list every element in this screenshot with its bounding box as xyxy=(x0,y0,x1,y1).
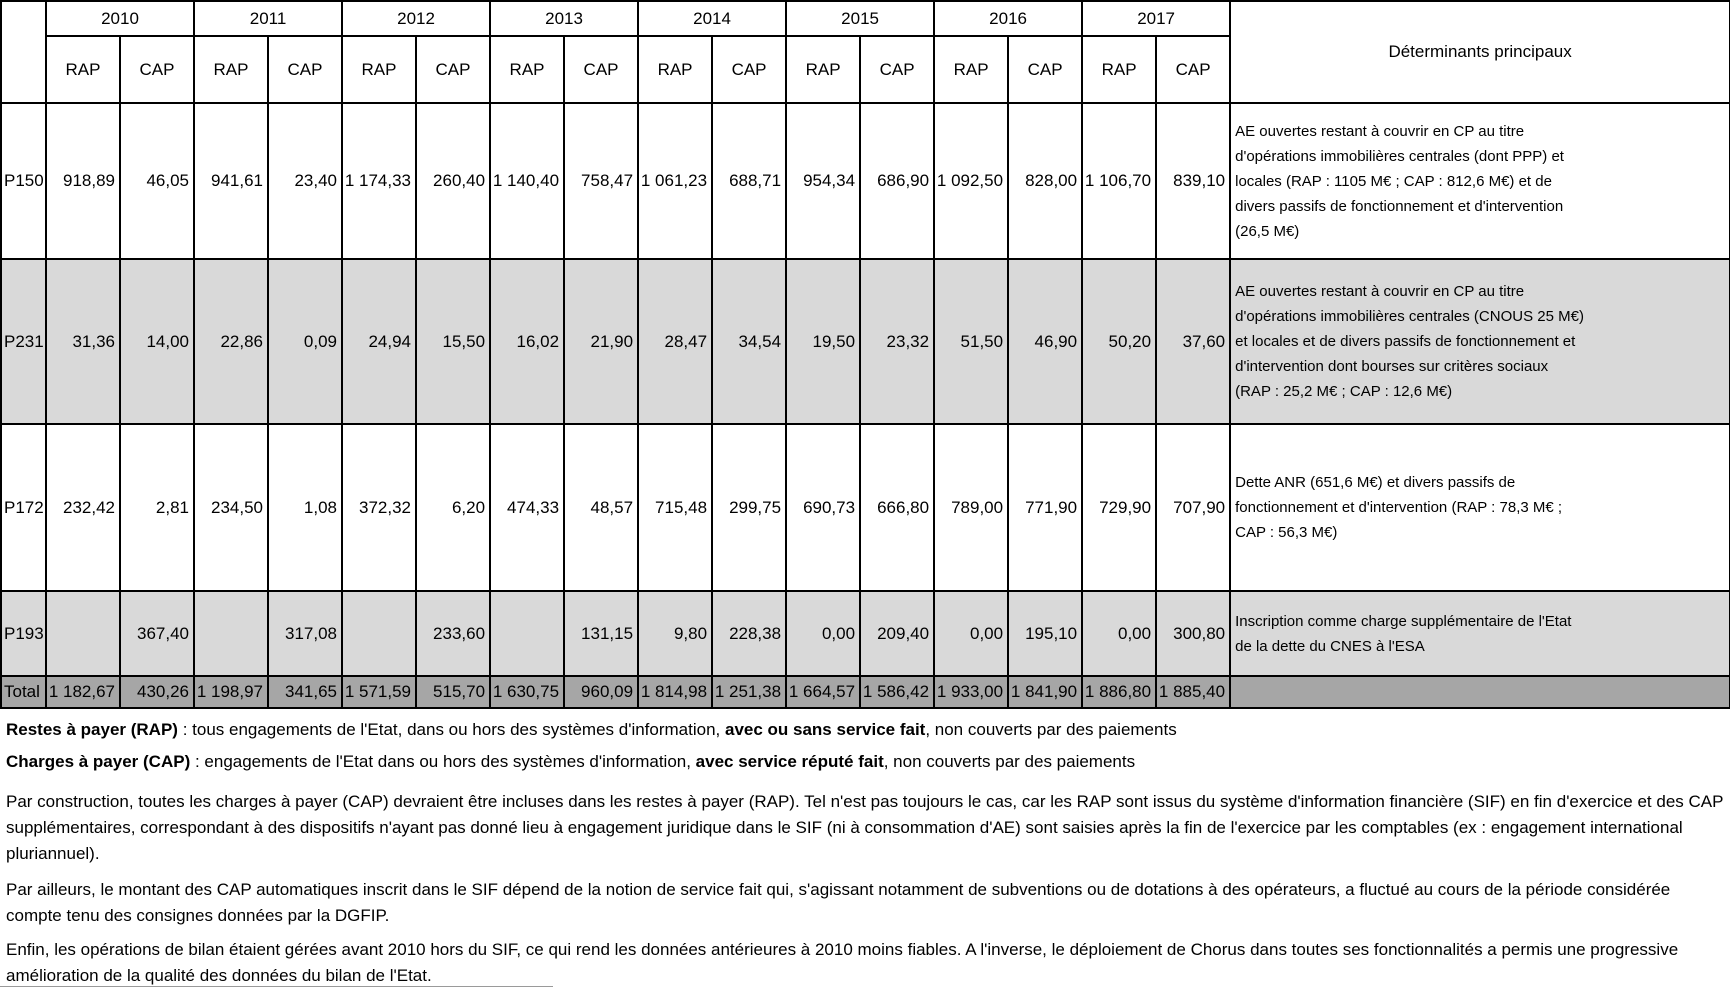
year-header: 2011 xyxy=(194,1,342,36)
subheader-cap: CAP xyxy=(268,36,342,103)
note-paragraph xyxy=(6,877,1724,929)
value-cell: 686,90 xyxy=(860,103,934,259)
determinants-cell xyxy=(1230,591,1730,676)
value-cell: 430,26 xyxy=(120,676,194,708)
value-cell: 131,15 xyxy=(564,591,638,676)
value-cell: 46,90 xyxy=(1008,259,1082,424)
note-segment: Restes à payer (RAP) xyxy=(6,720,178,739)
subheader-cap: CAP xyxy=(416,36,490,103)
value-cell: 48,57 xyxy=(564,424,638,591)
subheader-rap: RAP xyxy=(46,36,120,103)
note-segment: Charges à payer (CAP) xyxy=(6,752,191,771)
value-cell: 1 814,98 xyxy=(638,676,712,708)
value-cell: 15,50 xyxy=(416,259,490,424)
value-cell: 23,40 xyxy=(268,103,342,259)
note-segment: : engagements de l'Etat dans ou hors des systèmes d'information, xyxy=(190,752,696,771)
value-cell: 1 933,00 xyxy=(934,676,1008,708)
value-cell: 21,90 xyxy=(564,259,638,424)
value-cell: 31,36 xyxy=(46,259,120,424)
subheader-cap: CAP xyxy=(1156,36,1230,103)
header-row-years xyxy=(1,1,1730,36)
value-cell: 299,75 xyxy=(712,424,786,591)
value-cell: 707,90 xyxy=(1156,424,1230,591)
subheader-cap: CAP xyxy=(712,36,786,103)
value-cell: 0,00 xyxy=(1082,591,1156,676)
subheader-rap: RAP xyxy=(194,36,268,103)
subheader-cap: CAP xyxy=(860,36,934,103)
value-cell: 24,94 xyxy=(342,259,416,424)
value-cell: 51,50 xyxy=(934,259,1008,424)
value-cell: 6,20 xyxy=(416,424,490,591)
value-cell: 317,08 xyxy=(268,591,342,676)
total-row xyxy=(1,676,1730,708)
value-cell: 367,40 xyxy=(120,591,194,676)
determinants-cell xyxy=(1230,424,1730,591)
value-cell: 14,00 xyxy=(120,259,194,424)
value-cell: 37,60 xyxy=(1156,259,1230,424)
value-cell: 688,71 xyxy=(712,103,786,259)
year-header: 2016 xyxy=(934,1,1082,36)
note-segment: , non couverts par des paiements xyxy=(883,752,1136,771)
value-cell: 341,65 xyxy=(268,676,342,708)
row-label: P193 xyxy=(1,591,46,676)
value-cell: 789,00 xyxy=(934,424,1008,591)
value-cell: 666,80 xyxy=(860,424,934,591)
value-cell: 1 664,57 xyxy=(786,676,860,708)
subheader-rap: RAP xyxy=(490,36,564,103)
value-cell: 23,32 xyxy=(860,259,934,424)
value-cell: 46,05 xyxy=(120,103,194,259)
value-cell: 19,50 xyxy=(786,259,860,424)
value-cell xyxy=(490,591,564,676)
value-cell: 715,48 xyxy=(638,424,712,591)
partial-gridline xyxy=(0,986,553,987)
table-row-p172 xyxy=(1,424,1730,591)
subheader-cap: CAP xyxy=(1008,36,1082,103)
subheader-rap: RAP xyxy=(638,36,712,103)
value-cell: 228,38 xyxy=(712,591,786,676)
value-cell: 474,33 xyxy=(490,424,564,591)
value-cell: 1 841,90 xyxy=(1008,676,1082,708)
determinants-text: Dette ANR (651,6 M€) et divers passifs de fonctionnement et d'intervention (RAP : 78,3 M€ ; CAP : 56,3 M€) xyxy=(1235,474,1563,541)
value-cell: 1 630,75 xyxy=(490,676,564,708)
determinants-header: Déterminants principaux xyxy=(1230,1,1730,103)
year-header: 2010 xyxy=(46,1,194,36)
table-row-p150 xyxy=(1,103,1730,259)
value-cell: 1 174,33 xyxy=(342,103,416,259)
note-paragraph xyxy=(6,749,1724,775)
value-cell: 50,20 xyxy=(1082,259,1156,424)
row-label: P231 xyxy=(1,259,46,424)
note-segment: : tous engagements de l'Etat, dans ou hors des systèmes d'information, xyxy=(177,720,725,739)
value-cell: 1 198,97 xyxy=(194,676,268,708)
value-cell: 771,90 xyxy=(1008,424,1082,591)
year-header: 2012 xyxy=(342,1,490,36)
corner-cell xyxy=(1,1,46,103)
value-cell: 0,00 xyxy=(786,591,860,676)
value-cell: 233,60 xyxy=(416,591,490,676)
value-cell: 1 886,80 xyxy=(1082,676,1156,708)
value-cell: 729,90 xyxy=(1082,424,1156,591)
subheader-rap: RAP xyxy=(934,36,1008,103)
value-cell: 22,86 xyxy=(194,259,268,424)
note-segment: Par ailleurs, le montant des CAP automatiques inscrit dans le SIF dépend de la notion de service fait qui, s'agissant notamment de subventions ou de dotations à des opérateurs, a fluctué au cours de la période considérée compte tenu des consignes données par la DGFIP. xyxy=(6,880,1671,925)
determinants-text: AE ouvertes restant à couvrir en CP au titre d'opérations immobilières centrales (CNOUS 25 M€) et locales et de divers passifs de fonctionnement et d'intervention dont bourses sur critères sociaux (RAP : 25,2 M€ ; CAP : 12,6 M€) xyxy=(1235,283,1584,400)
value-cell: 1 885,40 xyxy=(1156,676,1230,708)
determinants-cell xyxy=(1230,676,1730,708)
value-cell: 234,50 xyxy=(194,424,268,591)
determinants-cell xyxy=(1230,103,1730,259)
value-cell: 690,73 xyxy=(786,424,860,591)
value-cell: 16,02 xyxy=(490,259,564,424)
value-cell: 0,00 xyxy=(934,591,1008,676)
value-cell: 1 106,70 xyxy=(1082,103,1156,259)
note-segment: Par construction, toutes les charges à payer (CAP) devraient être incluses dans les restes à payer (RAP). Tel n'est pas toujours le cas, car les RAP sont issus du système d'information financière (SIF) en fin d'exercice et des CAP supplémentaires, correspondant à des dispositifs n'ayant pas donné lieu à engagement juridique dans le SIF (ni à consommation d'AE) sont saisies après la fin de l'exercice par les comptables (ex : engagement international pluriannuel). xyxy=(6,792,1724,863)
year-header: 2013 xyxy=(490,1,638,36)
note-segment: Enfin, les opérations de bilan étaient gérées avant 2010 hors du SIF, ce qui rend les données antérieures à 2010 moins fiables. A l'inverse, le déploiement de Chorus dans toutes ses fonctionnalités a permis une progressive amélioration de la qualité des données du bilan de l'Etat. xyxy=(6,940,1679,985)
row-label: Total xyxy=(1,676,46,708)
value-cell xyxy=(46,591,120,676)
year-header: 2014 xyxy=(638,1,786,36)
value-cell: 9,80 xyxy=(638,591,712,676)
value-cell: 1 061,23 xyxy=(638,103,712,259)
value-cell: 1 182,67 xyxy=(46,676,120,708)
note-segment: , non couverts par des paiements xyxy=(925,720,1177,739)
subheader-rap: RAP xyxy=(1082,36,1156,103)
row-label: P150 xyxy=(1,103,46,259)
value-cell: 260,40 xyxy=(416,103,490,259)
value-cell: 300,80 xyxy=(1156,591,1230,676)
note-paragraph xyxy=(6,789,1724,867)
table-row-p193 xyxy=(1,591,1730,676)
subheader-cap: CAP xyxy=(120,36,194,103)
value-cell: 515,70 xyxy=(416,676,490,708)
value-cell: 758,47 xyxy=(564,103,638,259)
value-cell: 828,00 xyxy=(1008,103,1082,259)
determinants-text: AE ouvertes restant à couvrir en CP au titre d'opérations immobilières centrales (dont PPP) et locales (RAP : 1105 M€ ; CAP : 812,6 M€) et de divers passifs de fonctionnement et d'intervention (26,5 M€) xyxy=(1235,122,1564,240)
value-cell: 0,09 xyxy=(268,259,342,424)
note-paragraph xyxy=(6,717,1724,743)
row-label: P172 xyxy=(1,424,46,591)
table-body xyxy=(1,103,1730,708)
value-cell: 209,40 xyxy=(860,591,934,676)
value-cell: 918,89 xyxy=(46,103,120,259)
subheader-rap: RAP xyxy=(786,36,860,103)
determinants-cell xyxy=(1230,259,1730,424)
value-cell: 1 586,42 xyxy=(860,676,934,708)
year-header: 2015 xyxy=(786,1,934,36)
value-cell xyxy=(342,591,416,676)
value-cell xyxy=(194,591,268,676)
value-cell: 1 251,38 xyxy=(712,676,786,708)
value-cell: 839,10 xyxy=(1156,103,1230,259)
subheader-rap: RAP xyxy=(342,36,416,103)
year-header: 2017 xyxy=(1082,1,1230,36)
value-cell: 28,47 xyxy=(638,259,712,424)
value-cell: 1,08 xyxy=(268,424,342,591)
value-cell: 941,61 xyxy=(194,103,268,259)
note-paragraph xyxy=(6,937,1724,989)
value-cell: 954,34 xyxy=(786,103,860,259)
value-cell: 1 092,50 xyxy=(934,103,1008,259)
subheader-cap: CAP xyxy=(564,36,638,103)
value-cell: 34,54 xyxy=(712,259,786,424)
value-cell: 2,81 xyxy=(120,424,194,591)
determinants-text: Inscription comme charge supplémentaire de l'Etat de la dette du CNES à l'ESA xyxy=(1235,612,1572,655)
table-header xyxy=(1,1,1730,103)
value-cell: 1 140,40 xyxy=(490,103,564,259)
table-row-p231 xyxy=(1,259,1730,424)
notes-section xyxy=(0,709,1730,989)
value-cell: 1 571,59 xyxy=(342,676,416,708)
value-cell: 960,09 xyxy=(564,676,638,708)
value-cell: 195,10 xyxy=(1008,591,1082,676)
value-cell: 232,42 xyxy=(46,424,120,591)
note-segment: avec ou sans service fait xyxy=(724,720,926,739)
value-cell: 372,32 xyxy=(342,424,416,591)
note-segment: avec service réputé fait xyxy=(695,752,884,771)
